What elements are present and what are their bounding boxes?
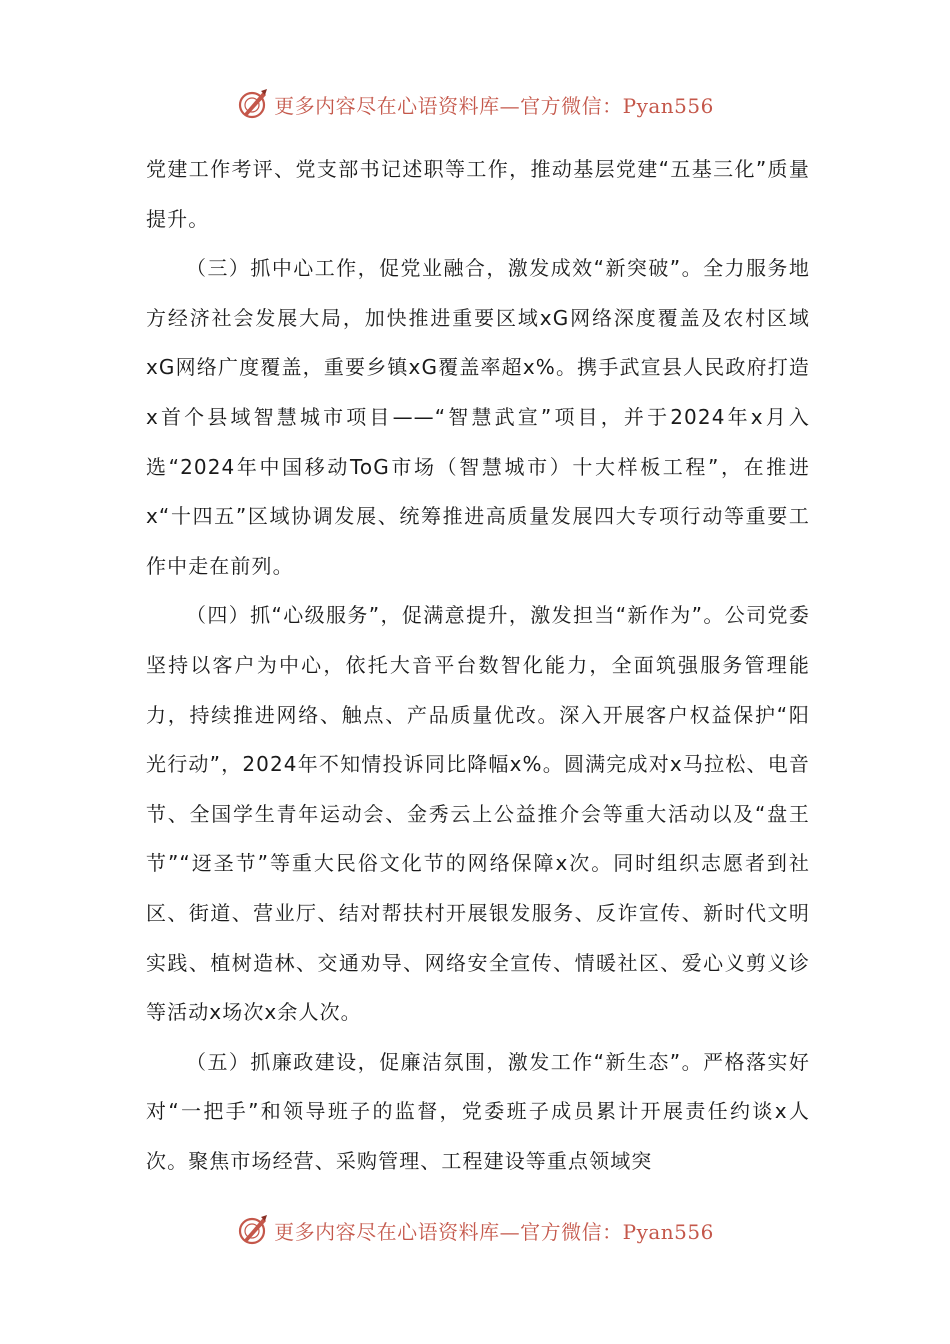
header-banner-text: 更多内容尽在心语资料库—官方微信：Pyan556: [274, 93, 714, 118]
header-watermark-banner: [0, 84, 950, 124]
quill-logo-icon: [236, 1213, 270, 1247]
paragraph-section-five: （五）抓廉政建设，促廉洁氛围，激发工作“新生态”。严格落实好对“一把手”和领导班子的监督，党委班子成员累计开展责任约谈x人次。聚焦市场经营、采购管理、工程建设等重点领域突: [146, 1049, 810, 1173]
quill-logo-icon: [236, 87, 270, 121]
paragraph-section-three: （三）抓中心工作，促党业融合，激发成效“新突破”。全力服务地方经济社会发展大局，加快推进重要区域xG网络深度覆盖及农村区域xG网络广度覆盖，重要乡镇xG覆盖率超x%。携手武宣县人民政府打造x首个县域智慧城市项目——“智慧武宣”项目，并于2024年x月入选“2024年中国移动ToG市场（智慧城市）十大样板工程”，在推进x“十四五”区域协调发展、统筹推进高质量发展四大专项行动等重要工作中走在前列。: [146, 256, 810, 578]
footer-banner-text: 更多内容尽在心语资料库—官方微信：Pyan556: [274, 1219, 714, 1244]
paragraph-section-four: （四）抓“心级服务”，促满意提升，激发担当“新作为”。公司党委坚持以客户为中心，依托大音平台数智化能力，全面筑强服务管理能力，持续推进网络、触点、产品质量优改。深入开展客户权益保护“阳光行动”，2024年不知情投诉同比降幅x%。圆满完成对x马拉松、电音节、全国学生青年运动会、金秀云上公益推介会等重大活动以及“盘王节”“迓圣节”等重大民俗文化节的网络保障x次。同时组织志愿者到社区、街道、营业厅、结对帮扶村开展银发服务、反诈宣传、新时代文明实践、植树造林、交通劝导、网络安全宣传、情暖社区、爱心义剪义诊等活动x场次x余人次。: [146, 603, 810, 1025]
document-body: [146, 145, 810, 1186]
footer-watermark-banner: [0, 1210, 950, 1250]
paragraph-continuation: 党建工作考评、党支部书记述职等工作，推动基层党建“五基三化”质量提升。: [146, 157, 810, 231]
